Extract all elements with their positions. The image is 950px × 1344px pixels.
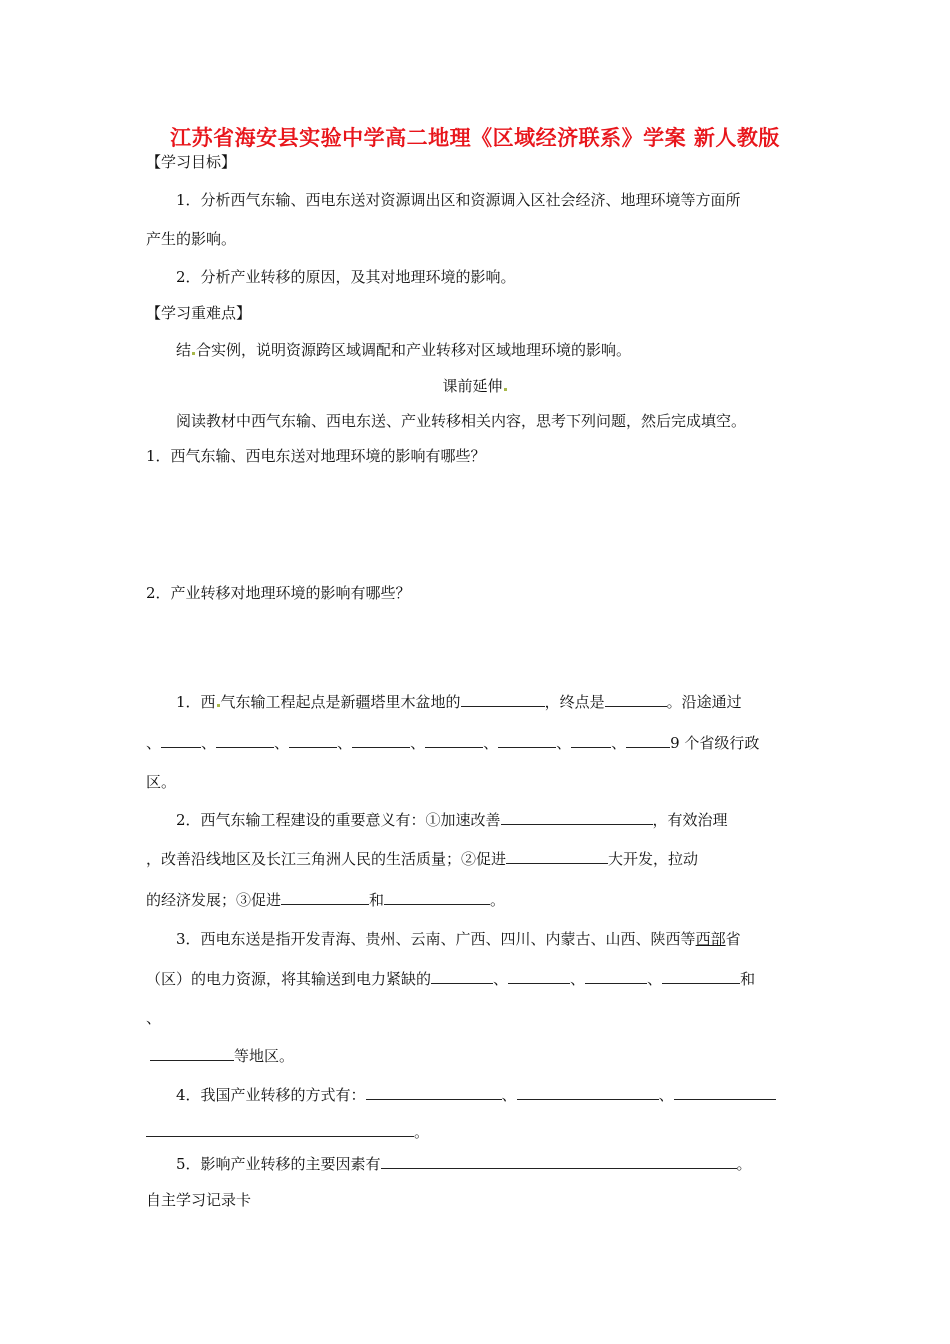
fill-5-line-1 (176, 1154, 752, 1174)
fill-1-text-a: 1．西 (176, 693, 216, 711)
preview-intro: 阅读教材中西气东输、西电东送、产业转移相关内容，思考下列问题，然后完成填空。 (176, 412, 747, 430)
blank-power-region-1[interactable] (431, 969, 493, 984)
goal-item-2: 2．分析产业转移的原因，及其对地理环境的影响。 (176, 268, 516, 286)
fill-2-text-c: ，改善沿线地区及长江三角洲人民的生活质量；②促进 (146, 850, 507, 868)
blank-gas-terminal[interactable] (605, 692, 667, 707)
separator: 、 (611, 734, 627, 752)
fill-2-line-1 (176, 810, 728, 830)
blank-power-region-2[interactable] (508, 969, 570, 984)
fill-3-text-c: 省 (725, 930, 741, 948)
fill-2-line-2 (146, 849, 698, 869)
fill-1-text-b: 气东输工程起点是新疆塔里木盆地的 (220, 693, 461, 711)
key-points-text (176, 340, 631, 360)
fill-4-line-1 (176, 1085, 776, 1105)
fill-2-text-f: 和 (369, 891, 385, 909)
fill-4-line-2 (146, 1122, 429, 1142)
blank-province-6[interactable] (498, 733, 556, 748)
fill-2-text-e: 的经济发展；③促进 (146, 891, 282, 909)
fill-3-line-3: 、 (146, 1009, 162, 1027)
key-points-text-a: 结 (176, 341, 192, 359)
fill-3-line-2 (146, 969, 755, 989)
separator: 、 (556, 734, 572, 752)
blank-province-5[interactable] (425, 733, 483, 748)
blank-province-8[interactable] (626, 733, 670, 748)
separator: 、 (146, 734, 162, 752)
fill-1-text-c: ，终点是 (544, 693, 605, 711)
key-points-text-b: 合实例，说明资源跨区域调配和产业转移对区域地理环境的影响。 (196, 341, 632, 359)
blank-province-4[interactable] (352, 733, 410, 748)
preview-heading (0, 376, 950, 396)
separator: 、 (410, 734, 426, 752)
fill-3-text-b: 西部 (695, 930, 726, 948)
key-points-heading: 【学习重难点】 (146, 304, 252, 322)
blank-province-1[interactable] (161, 733, 201, 748)
fill-1-line-1 (176, 692, 742, 712)
blank-development-region[interactable] (506, 849, 608, 864)
fill-3-line-4 (150, 1046, 294, 1066)
goals-heading: 【学习目标】 (146, 153, 237, 171)
blank-promote-1[interactable] (281, 890, 369, 905)
blank-province-7[interactable] (571, 733, 611, 748)
fill-1-line-3: 区。 (146, 773, 177, 791)
blank-transfer-mode-4[interactable] (146, 1122, 414, 1137)
document-title: 江苏省海安县实验中学高二地理《区域经济联系》学案 新人教版 (170, 126, 780, 150)
blank-transfer-mode-2[interactable] (517, 1085, 659, 1100)
blank-transfer-factors[interactable] (381, 1154, 737, 1169)
separator: 、 (647, 970, 663, 988)
fill-4-text-b: 。 (414, 1123, 430, 1141)
preview-heading-text: 课前延伸 (442, 377, 503, 395)
fill-2-text-g: 。 (490, 891, 506, 909)
blank-power-region-4[interactable] (662, 969, 740, 984)
separator: 、 (274, 734, 290, 752)
separator: 、 (570, 970, 586, 988)
question-2: 2．产业转移对地理环境的影响有哪些？ (146, 584, 411, 602)
blank-province-2[interactable] (216, 733, 274, 748)
blank-energy-structure[interactable] (501, 810, 653, 825)
blank-gas-origin[interactable] (461, 692, 545, 707)
separator: 、 (493, 970, 509, 988)
fill-3-text-g: 等地区。 (234, 1047, 295, 1065)
mark-dot (217, 704, 220, 707)
blank-promote-2[interactable] (384, 890, 490, 905)
fill-3-text-a: 3．西电东送是指开发青海、贵州、云南、广西、四川、内蒙古、山西、陕西等 (176, 930, 696, 948)
mark-dot (504, 388, 507, 391)
blank-power-region-5[interactable] (150, 1046, 234, 1061)
fill-3-line-1 (176, 929, 741, 949)
fill-3-text-d: （区）的电力资源，将其输送到电力紧缺的 (146, 970, 432, 988)
blank-transfer-mode-3[interactable] (674, 1085, 776, 1100)
fill-2-text-b: ，有效治理 (652, 811, 728, 829)
separator: 、 (201, 734, 217, 752)
mark-dot (192, 352, 195, 355)
fill-5-text-a: 5．影响产业转移的主要因素有 (176, 1155, 381, 1173)
separator: 、 (501, 1086, 517, 1104)
goal-item-1-line-1: 1．分析西气东输、西电东送对资源调出区和资源调入区社会经济、地理环境等方面所 (176, 191, 741, 209)
fill-5-text-b: 。 (736, 1155, 752, 1173)
fill-2-text-d: 大开发，拉动 (608, 850, 699, 868)
fill-1-line-2 (146, 733, 759, 753)
question-1: 1．西气东输、西电东送对地理环境的影响有哪些？ (146, 447, 486, 465)
fill-3-text-e: 和 (740, 970, 756, 988)
blank-province-3[interactable] (289, 733, 337, 748)
footer-record-card: 自主学习记录卡 (146, 1191, 252, 1209)
fill-2-text-a: 2．西气东输工程建设的重要意义有：①加速改善 (176, 811, 501, 829)
blank-transfer-mode-1[interactable] (366, 1085, 502, 1100)
fill-4-text-a: 4．我国产业转移的方式有： (176, 1086, 366, 1104)
separator: 、 (483, 734, 499, 752)
fill-2-line-3 (146, 890, 505, 910)
goal-item-1-line-2: 产生的影响。 (146, 230, 237, 248)
fill-1-text-d: 。沿途通过 (666, 693, 742, 711)
separator: 、 (337, 734, 353, 752)
blank-power-region-3[interactable] (585, 969, 647, 984)
fill-1-text-e: 9 个省级行政 (670, 734, 760, 752)
separator: 、 (658, 1086, 674, 1104)
